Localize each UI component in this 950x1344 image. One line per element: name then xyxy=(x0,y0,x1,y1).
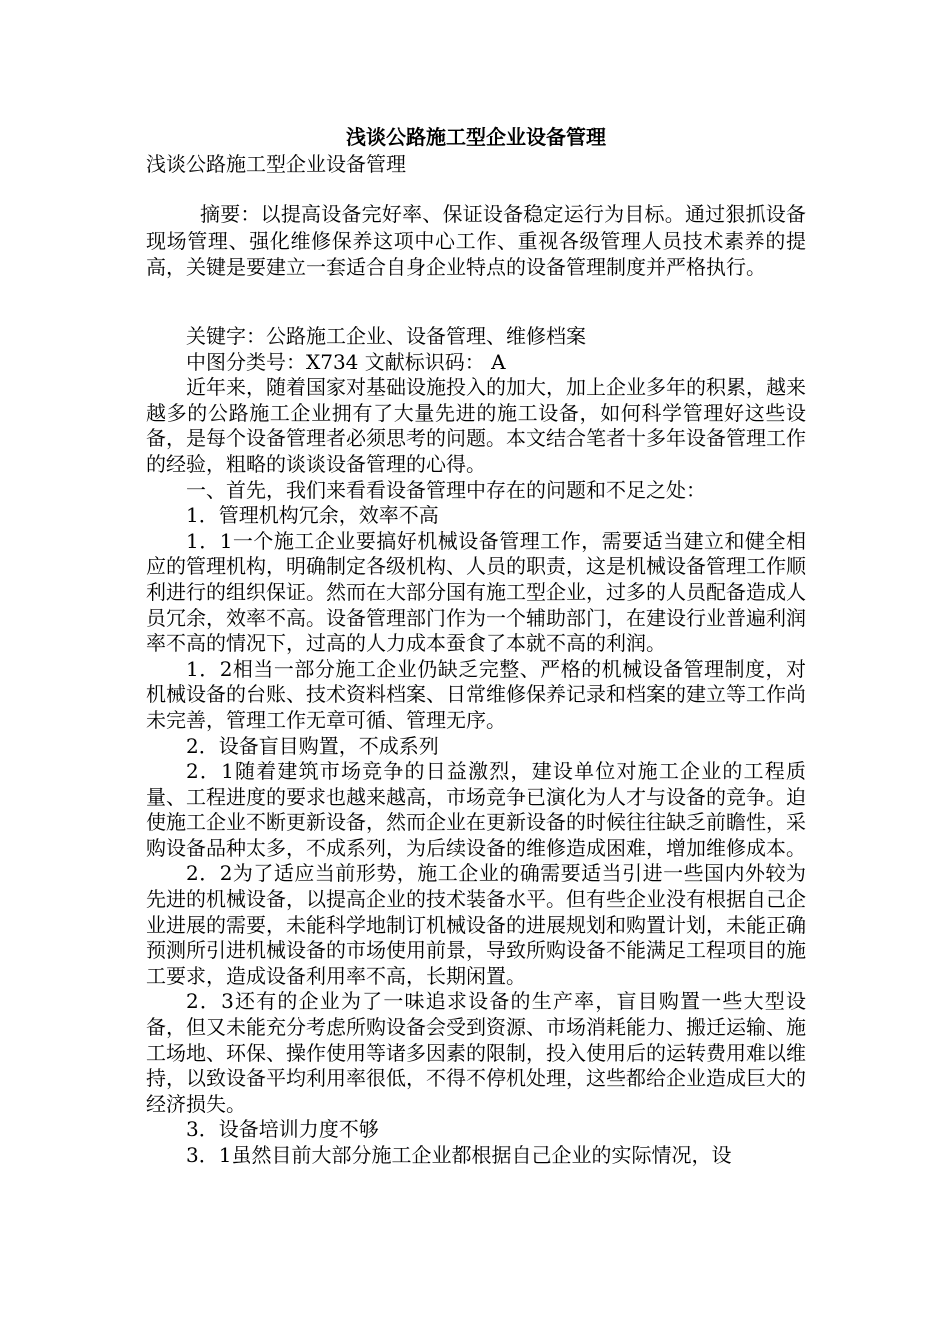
body-paragraph: 3．1虽然目前大部分施工企业都根据自己企业的实际情况，设 xyxy=(186,1143,732,1167)
keywords-line: 关键字：公路施工企业、设备管理、维修档案 xyxy=(186,324,586,348)
body-paragraph: 2．1随着建筑市场竞争的日益激烈，建设单位对施工企业的工程质量、工程进度的要求也越来越高，市场竞争已演化为人才与设备的竞争。迫使施工企业不断更新设备，然而企业在更新设备的时候往往缺乏前瞻性，采购设备品种太多，不成系列，为后续设备的维修造成困难，增加维修成本。 xyxy=(146,759,806,860)
section-heading: 一、首先，我们来看看设备管理中存在的问题和不足之处： xyxy=(186,477,706,502)
document-subtitle: 浅谈公路施工型企业设备管理 xyxy=(146,152,406,176)
classification-line: 中图分类号：X734 文献标识码： A xyxy=(186,349,506,374)
document-title: 浅谈公路施工型企业设备管理 xyxy=(346,125,606,149)
subsection-heading: 3．设备培训力度不够 xyxy=(186,1117,379,1142)
body-paragraph: 1．1一个施工企业要搞好机械设备管理工作，需要适当建立和健全相应的管理机构，明确制定各级机构、人员的职责，这是机械设备管理工作顺利进行的组织保证。然而在大部分国有施工型企业，过多的人员配备造成人员冗余，效率不高。设备管理部门作为一个辅助部门，在建设行业普遍利润率不高的情况下，过高的人力成本蚕食了本就不高的利润。 xyxy=(146,528,806,656)
body-paragraph: 2．3还有的企业为了一味追求设备的生产率，盲目购置一些大型设备，但又未能充分考虑所购设备会受到资源、市场消耗能力、搬迁运输、施工场地、环保、操作使用等诸多因素的限制，投入使用后的运转费用难以维持，以致设备平均利用率很低，不得不停机处理，这些都给企业造成巨大的经济损失。 xyxy=(146,989,806,1116)
subsection-heading: 2．设备盲目购置，不成系列 xyxy=(186,733,439,758)
subsection-heading: 1．管理机构冗余，效率不高 xyxy=(186,503,439,528)
abstract-section xyxy=(146,201,806,281)
body-paragraph: 2．2为了适应当前形势，施工企业的确需要适当引进一些国内外较为先进的机械设备，以提高企业的技术装备水平。但有些企业没有根据自己企业进展的需要，未能科学地制订机械设备的进展规划和购置计划，未能正确预测所引进机械设备的市场使用前景，导致所购设备不能满足工程项目的施工要求，造成设备利用率不高，长期闲置。 xyxy=(146,861,806,988)
body-paragraph: 近年来，随着国家对基础设施投入的加大，加上企业多年的积累，越来越多的公路施工企业拥有了大量先进的施工设备，如何科学管理好这些设备，是每个设备管理者必须思考的问题。本文结合笔者十多年设备管理工作的经验，粗略的谈谈设备管理的心得。 xyxy=(146,375,806,476)
body-section xyxy=(146,324,806,1169)
abstract-paragraph: 摘要：以提高设备完好率、保证设备稳定运行为目标。通过狠抓设备现场管理、强化维修保养这项中心工作、重视各级管理人员技术素养的提高，关键是要建立一套适合自身企业特点的设备管理制度并严格执行。 xyxy=(146,202,806,279)
body-paragraph: 1．2相当一部分施工企业仍缺乏完整、严格的机械设备管理制度，对机械设备的台账、技术资料档案、日常维修保养记录和档案的建立等工作尚未完善，管理工作无章可循、管理无序。 xyxy=(146,656,806,732)
